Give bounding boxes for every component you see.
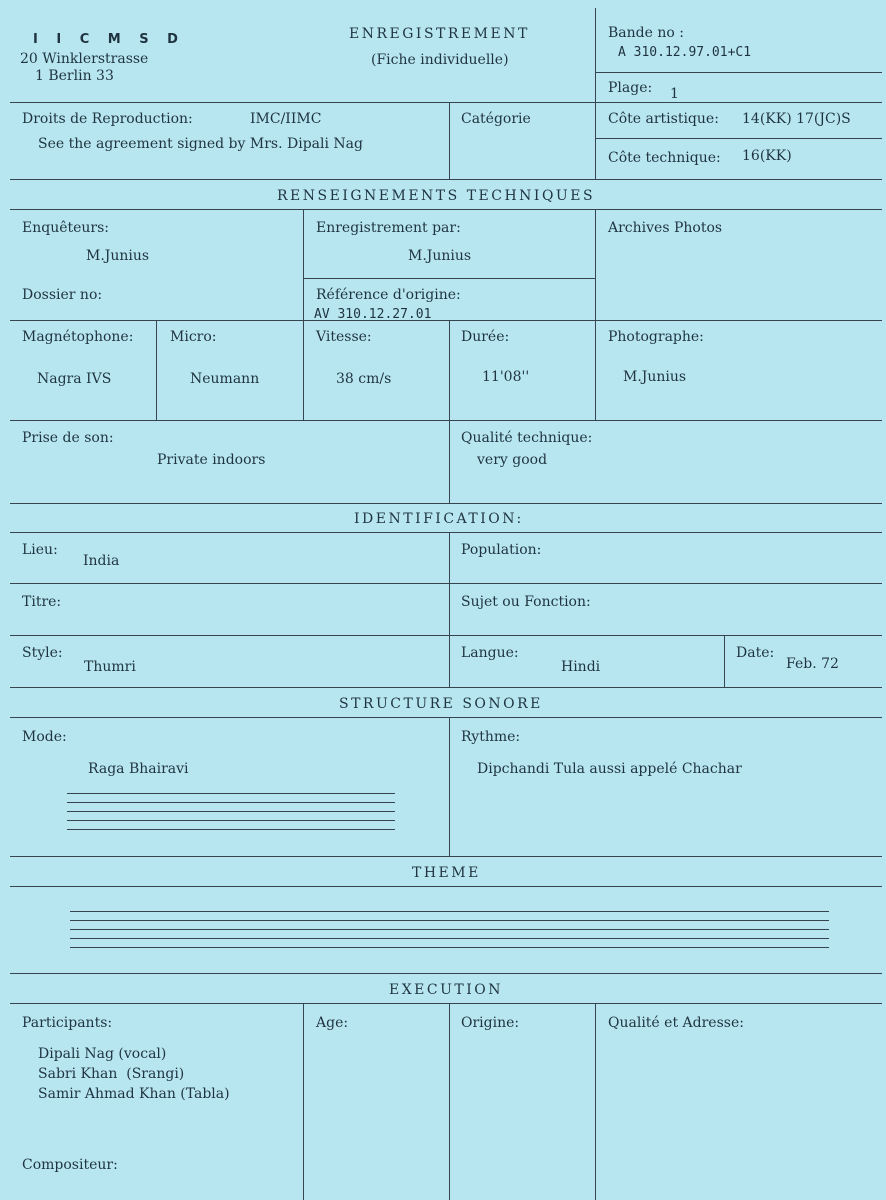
technical-rating-value: 16(KK) [742,148,792,164]
origin-ref-value: AV 310.12.27.01 [314,307,432,322]
file-no-label: Dossier no: [22,287,103,303]
language-label: Langue: [461,645,519,661]
rule-execution-heading [10,1003,882,1004]
vline-exec-age [303,1003,304,1200]
rule-identification-heading [10,532,882,533]
duration-label: Durée: [461,329,510,345]
mode-value: Raga Bhairavi [88,761,189,777]
form-title: ENREGISTREMENT [349,26,530,42]
rule-technical-row2 [10,320,882,321]
artistic-rating-value: 14(KK) 17(JC)S [742,111,851,127]
age-label: Age: [316,1015,349,1031]
photo-archive-label: Archives Photos [608,220,723,236]
vline-quality [449,420,450,503]
rule-ident-row1 [10,583,882,584]
rights-note: See the agreement signed by Mrs. Dipali Nag [38,136,363,152]
address-city: 1 Berlin 33 [35,68,114,84]
speed-label: Vitesse: [316,329,372,345]
sound-take-label: Prise de son: [22,430,114,446]
vline-structure [449,717,450,856]
tape-no-value: A 310.12.97.01+C1 [618,45,752,60]
composer-label: Compositeur: [22,1157,118,1173]
quality-address-label: Qualité et Adresse: [608,1015,744,1031]
staff-line [67,793,395,794]
rule-rights-bottom [10,179,882,180]
vline-date [724,635,725,687]
speed-value: 38 cm/s [336,371,392,387]
vline-exec-quality [595,1003,596,1200]
staff-line [67,829,395,830]
participants-label: Participants: [22,1015,113,1031]
micro-label: Micro: [170,329,217,345]
staff-line [67,811,395,812]
rights-label: Droits de Reproduction: [22,111,193,127]
theme-staff-line [70,920,829,921]
technical-heading: RENSEIGNEMENTS TECHNIQUES [277,188,596,204]
vline-ident [449,532,450,687]
rule-cote-split [595,138,882,139]
track-label: Plage: [608,80,653,96]
execution-heading: EXECUTION [389,982,504,998]
rule-recorded-ref [303,278,595,279]
date-value: Feb. 72 [786,656,839,672]
category-label: Catégorie [461,111,531,127]
artistic-rating-label: Côte artistique: [608,111,719,127]
vline-tech-col4 [595,209,596,420]
photographer-value: M.Junius [623,369,687,385]
vline-micro [156,320,157,420]
rule-theme-top [10,856,882,857]
institute-logo: I I C M S D [33,32,185,47]
technical-rating-label: Côte technique: [608,150,721,166]
rule-identification-top [10,503,882,504]
participant-item: Sabri Khan (Srangi) [38,1066,185,1082]
recorded-by-label: Enregistrement par: [316,220,461,236]
theme-staff-line [70,911,829,912]
style-value: Thumri [84,659,136,675]
rule-ident-row2 [10,635,882,636]
vline-exec-origin [449,1003,450,1200]
population-label: Population: [461,542,542,558]
rule-structure-heading [10,717,882,718]
theme-staff-line [70,938,829,939]
date-label: Date: [736,645,775,661]
tech-quality-label: Qualité technique: [461,430,593,446]
rule-structure-top [10,687,882,688]
rule-tape-track [595,72,882,73]
vline-duration [449,320,450,420]
staff-line [67,820,395,821]
theme-staff-line [70,947,829,948]
duration-value: 11'08'' [482,369,530,385]
rule-execution-top [10,973,882,974]
mode-label: Mode: [22,729,67,745]
rule-technical-heading [10,209,882,210]
rhythm-value: Dipchandi Tula aussi appelé Chachar [477,761,742,777]
rule-technical-row3 [10,420,882,421]
recorder-label: Magnétophone: [22,329,134,345]
origin-ref-label: Référence d'origine: [316,287,461,303]
style-label: Style: [22,645,63,661]
title-label: Titre: [22,594,62,610]
place-value: India [83,553,120,569]
rights-value: IMC/IIMC [250,111,322,127]
track-value: 1 [670,86,679,102]
vline-category [449,102,450,179]
identification-heading: IDENTIFICATION: [354,511,524,527]
subject-label: Sujet ou Fonction: [461,594,591,610]
tech-quality-value: very good [477,452,548,468]
structure-heading: STRUCTURE SONORE [339,696,543,712]
language-value: Hindi [561,659,601,675]
recorded-by-value: M.Junius [408,248,472,264]
participant-item: Dipali Nag (vocal) [38,1046,167,1062]
origin-label: Origine: [461,1015,520,1031]
rule-header-bottom [10,102,882,103]
place-label: Lieu: [22,542,58,558]
participant-item: Samir Ahmad Khan (Tabla) [38,1086,230,1102]
tape-no-label: Bande no : [608,25,684,41]
photographer-label: Photographe: [608,329,704,345]
rhythm-label: Rythme: [461,729,521,745]
recorder-value: Nagra IVS [37,371,112,387]
theme-staff-line [70,929,829,930]
vline-tech-col2 [303,209,304,420]
address-street: 20 Winklerstrasse [20,51,149,67]
form-subtitle: (Fiche individuelle) [371,52,509,68]
staff-line [67,802,395,803]
investigators-label: Enquêteurs: [22,220,110,236]
sound-take-value: Private indoors [157,452,266,468]
rule-theme-heading [10,886,882,887]
theme-heading: THEME [412,865,481,881]
vline-header-right [595,8,596,179]
investigators-value: M.Junius [86,248,150,264]
micro-value: Neumann [190,371,260,387]
